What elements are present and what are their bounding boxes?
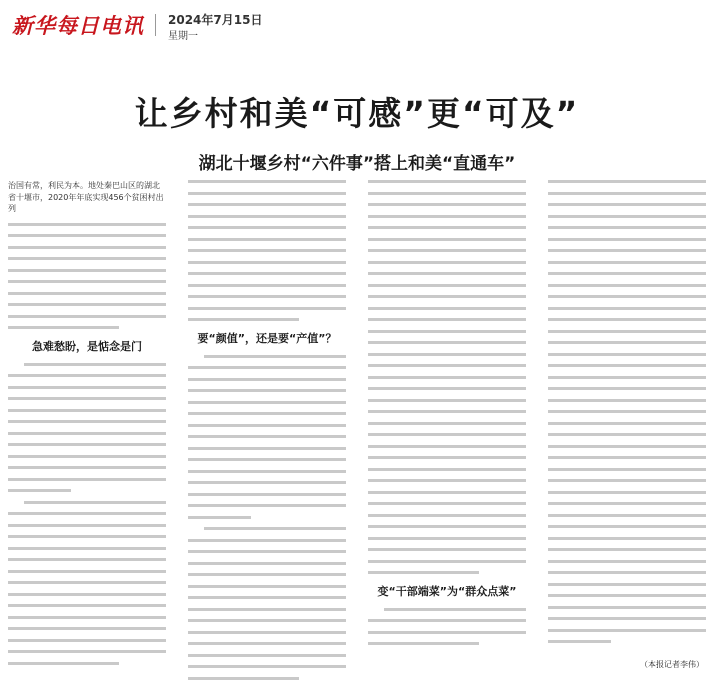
text-line-placeholder <box>8 269 166 272</box>
text-line-placeholder <box>188 215 346 218</box>
text-line-placeholder <box>188 619 346 622</box>
text-line-placeholder <box>8 223 166 226</box>
text-line-placeholder <box>368 318 526 321</box>
section-heading: 要“颜值”，还是要“产值”？ <box>197 331 337 345</box>
text-line-placeholder <box>8 662 119 665</box>
text-line-placeholder <box>8 420 166 423</box>
text-line-placeholder <box>548 640 611 643</box>
text-line-placeholder <box>548 180 706 183</box>
text-line-placeholder <box>8 547 166 550</box>
text-line-placeholder <box>368 422 526 425</box>
text-line-placeholder <box>548 376 706 379</box>
text-line-placeholder <box>8 303 166 306</box>
text-line-placeholder <box>548 387 706 390</box>
text-line-placeholder <box>548 433 706 436</box>
text-line-placeholder <box>188 665 346 668</box>
text-line-placeholder <box>548 606 706 609</box>
text-line-placeholder <box>188 318 299 321</box>
text-line-placeholder <box>8 524 166 527</box>
text-line-placeholder <box>188 261 346 264</box>
text-line-placeholder <box>368 272 526 275</box>
text-line-placeholder <box>548 330 706 333</box>
text-line-placeholder <box>368 364 526 367</box>
article-column-3 <box>368 180 526 654</box>
text-line-placeholder <box>548 192 706 195</box>
text-line-placeholder <box>188 596 346 599</box>
text-line-placeholder <box>188 412 346 415</box>
text-line-placeholder <box>548 445 706 448</box>
text-line-placeholder <box>8 627 166 630</box>
article-column-1 <box>8 180 166 673</box>
text-line-placeholder <box>8 409 166 412</box>
text-line-placeholder <box>548 571 706 574</box>
text-line-placeholder <box>188 284 346 287</box>
text-line-placeholder <box>368 180 526 183</box>
text-line-placeholder <box>368 548 526 551</box>
text-line-placeholder <box>368 642 479 645</box>
text-line-placeholder <box>548 238 706 241</box>
text-line-placeholder <box>548 203 706 206</box>
text-line-placeholder <box>188 226 346 229</box>
text-line-placeholder <box>188 295 346 298</box>
text-line-placeholder <box>368 376 526 379</box>
text-line-placeholder <box>548 341 706 344</box>
text-line-placeholder <box>188 516 251 519</box>
text-line-placeholder <box>188 562 346 565</box>
masthead <box>0 0 714 46</box>
text-line-placeholder <box>8 455 166 458</box>
text-line-placeholder <box>188 539 346 542</box>
text-line-placeholder <box>8 374 166 377</box>
text-line-placeholder <box>188 504 346 507</box>
text-line-placeholder <box>188 378 346 381</box>
text-line-placeholder <box>188 192 346 195</box>
text-line-placeholder <box>368 525 526 528</box>
text-line-placeholder <box>188 180 346 183</box>
text-line-placeholder <box>8 489 71 492</box>
text-line-placeholder <box>188 307 346 310</box>
text-line-placeholder <box>188 677 299 680</box>
text-line-placeholder <box>368 203 526 206</box>
text-line-placeholder <box>8 512 166 515</box>
text-line-placeholder <box>368 631 526 634</box>
text-line-placeholder <box>548 307 706 310</box>
text-line-placeholder <box>368 491 526 494</box>
text-line-placeholder <box>548 514 706 517</box>
text-line-placeholder <box>368 295 526 298</box>
text-line-placeholder <box>548 468 706 471</box>
text-line-placeholder <box>8 558 166 561</box>
text-line-placeholder <box>8 535 166 538</box>
text-line-placeholder <box>8 326 119 329</box>
issue-date: 2024年7月15日 <box>168 13 263 27</box>
text-line-placeholder <box>548 479 706 482</box>
text-line-placeholder <box>368 560 526 563</box>
text-line-placeholder <box>548 261 706 264</box>
text-line-placeholder <box>8 650 166 653</box>
text-line-placeholder <box>188 458 346 461</box>
text-line-placeholder <box>8 616 166 619</box>
section-heading: 变“干部端菜”为“群众点菜” <box>377 584 517 598</box>
text-line-placeholder <box>368 537 526 540</box>
text-line-placeholder <box>188 238 346 241</box>
text-line-placeholder <box>188 585 346 588</box>
text-line-placeholder <box>548 629 706 632</box>
text-line-placeholder <box>548 594 706 597</box>
text-line-placeholder <box>24 501 166 504</box>
text-line-placeholder <box>204 527 346 530</box>
text-line-placeholder <box>368 502 526 505</box>
text-line-placeholder <box>8 593 166 596</box>
text-line-placeholder <box>188 389 346 392</box>
text-line-placeholder <box>368 433 526 436</box>
masthead-divider <box>155 14 156 36</box>
text-line-placeholder <box>8 443 166 446</box>
text-line-placeholder <box>368 445 526 448</box>
text-line-placeholder <box>8 397 166 400</box>
text-line-placeholder <box>548 583 706 586</box>
text-line-placeholder <box>548 226 706 229</box>
text-line-placeholder <box>548 399 706 402</box>
text-line-placeholder <box>188 249 346 252</box>
reporter-credit: （本报记者李伟） <box>640 660 704 669</box>
text-line-placeholder <box>188 573 346 576</box>
text-line-placeholder <box>188 401 346 404</box>
text-line-placeholder <box>368 284 526 287</box>
text-line-placeholder <box>188 654 346 657</box>
text-line-placeholder <box>548 422 706 425</box>
text-line-placeholder <box>548 525 706 528</box>
text-line-placeholder <box>368 387 526 390</box>
issue-weekday: 星期一 <box>168 31 198 42</box>
section-heading: 急难愁盼，是惦念是门 <box>32 339 142 353</box>
text-line-placeholder <box>188 470 346 473</box>
text-line-placeholder <box>368 249 526 252</box>
text-line-placeholder <box>188 631 346 634</box>
text-line-placeholder <box>548 560 706 563</box>
text-line-placeholder <box>368 226 526 229</box>
text-line-placeholder <box>188 608 346 611</box>
text-line-placeholder <box>8 570 166 573</box>
text-line-placeholder <box>368 399 526 402</box>
text-line-placeholder <box>368 215 526 218</box>
text-line-placeholder <box>188 481 346 484</box>
text-line-placeholder <box>548 284 706 287</box>
text-line-placeholder <box>8 234 166 237</box>
article-headline: 让乡村和美“可感”更“可及” <box>134 94 580 133</box>
text-line-placeholder <box>548 537 706 540</box>
text-line-placeholder <box>24 363 166 366</box>
text-line-placeholder <box>548 353 706 356</box>
text-line-placeholder <box>8 257 166 260</box>
text-line-placeholder <box>368 619 526 622</box>
text-line-placeholder <box>188 435 346 438</box>
article-column-4 <box>548 180 706 652</box>
text-line-placeholder <box>548 548 706 551</box>
text-line-placeholder <box>368 410 526 413</box>
text-line-placeholder <box>368 514 526 517</box>
text-line-placeholder <box>8 478 166 481</box>
newspaper-logo: 新华每日电讯 <box>12 13 144 38</box>
article-column-2 <box>188 180 346 688</box>
text-line-placeholder <box>368 238 526 241</box>
text-line-placeholder <box>368 261 526 264</box>
text-line-placeholder <box>8 432 166 435</box>
text-line-placeholder <box>548 318 706 321</box>
text-line-placeholder <box>8 280 166 283</box>
article-subhead: 湖北十堰乡村“六件事”搭上和美“直通车” <box>198 154 516 174</box>
text-line-placeholder <box>188 203 346 206</box>
text-line-placeholder <box>548 491 706 494</box>
text-line-placeholder <box>8 639 166 642</box>
text-line-placeholder <box>204 355 346 358</box>
text-line-placeholder <box>548 502 706 505</box>
text-line-placeholder <box>368 341 526 344</box>
text-line-placeholder <box>368 468 526 471</box>
article-lede: 治国有常，利民为本。地处秦巴山区的湖北省十堰市，2020年年底实现456个贫困村出列 <box>8 181 164 213</box>
text-line-placeholder <box>548 295 706 298</box>
text-line-placeholder <box>8 292 166 295</box>
text-line-placeholder <box>368 330 526 333</box>
text-line-placeholder <box>368 307 526 310</box>
text-line-placeholder <box>548 249 706 252</box>
text-line-placeholder <box>548 364 706 367</box>
text-line-placeholder <box>8 466 166 469</box>
text-line-placeholder <box>548 272 706 275</box>
text-line-placeholder <box>384 608 526 611</box>
text-line-placeholder <box>368 571 479 574</box>
text-line-placeholder <box>548 456 706 459</box>
text-line-placeholder <box>8 581 166 584</box>
text-line-placeholder <box>8 604 166 607</box>
text-line-placeholder <box>8 246 166 249</box>
text-line-placeholder <box>188 424 346 427</box>
text-line-placeholder <box>188 550 346 553</box>
text-line-placeholder <box>368 456 526 459</box>
text-line-placeholder <box>368 479 526 482</box>
text-line-placeholder <box>548 617 706 620</box>
text-line-placeholder <box>188 493 346 496</box>
text-line-placeholder <box>188 366 346 369</box>
text-line-placeholder <box>368 353 526 356</box>
text-line-placeholder <box>548 215 706 218</box>
text-line-placeholder <box>188 642 346 645</box>
text-line-placeholder <box>8 315 166 318</box>
text-line-placeholder <box>188 272 346 275</box>
text-line-placeholder <box>548 410 706 413</box>
text-line-placeholder <box>8 386 166 389</box>
text-line-placeholder <box>368 192 526 195</box>
text-line-placeholder <box>188 447 346 450</box>
